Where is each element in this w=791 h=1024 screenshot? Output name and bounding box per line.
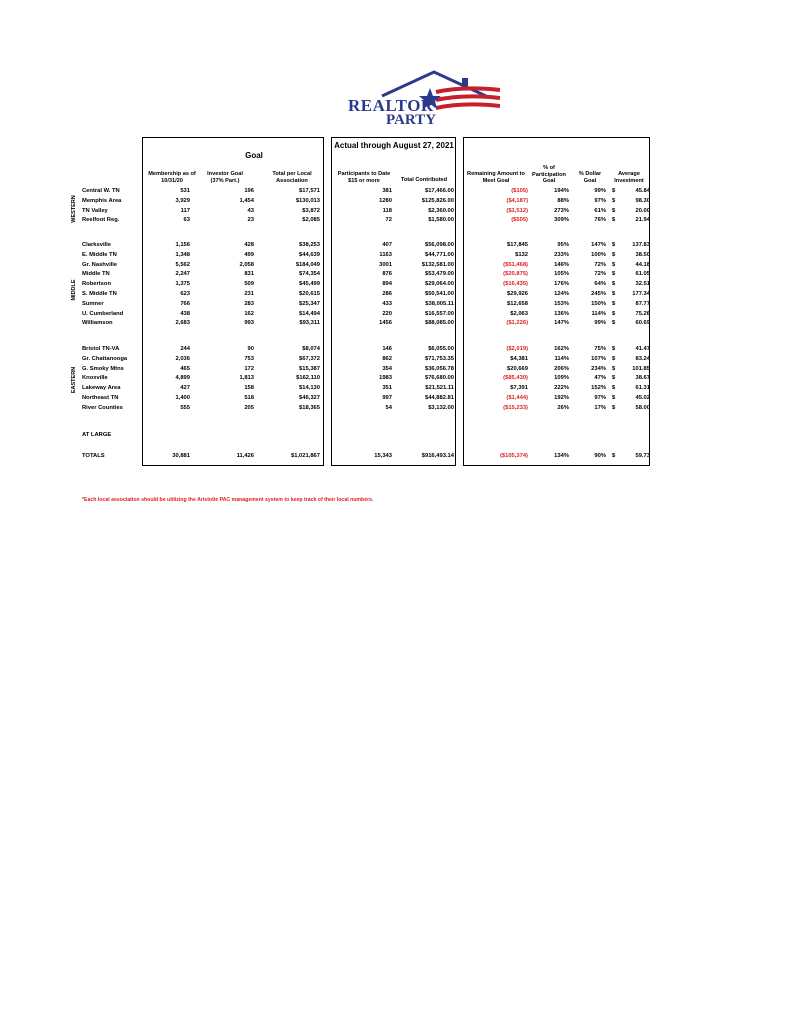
row-membership: 4,899	[175, 375, 190, 382]
row-participants: 894	[382, 281, 392, 288]
row-total: $20,615	[299, 291, 320, 297]
header-participants: Participants to Date $15 or more	[337, 171, 391, 184]
row-total: $3,872	[302, 207, 320, 214]
row-contributed: $53,479.00	[424, 271, 454, 278]
row-currency: $	[612, 365, 616, 372]
row-total: $8,074	[302, 346, 320, 352]
row-part: 88%	[557, 197, 569, 204]
row-contributed: $76,680.00	[424, 375, 454, 382]
row-contributed: $50,541.00	[424, 291, 454, 297]
row-name: S. Middle TN	[82, 291, 117, 297]
row-goal: 158	[244, 385, 254, 392]
row-total: $184,049	[295, 261, 320, 268]
row-currency: $	[612, 217, 616, 224]
row-avg: 60.69	[635, 320, 650, 327]
header-investor-goal: Investor Goal (37% Part.)	[207, 171, 243, 184]
row-name: U. Cumberland	[82, 310, 124, 317]
row-participants: 146	[382, 346, 392, 352]
row-goal: 1,454	[239, 197, 254, 204]
row-total: $45,499	[299, 281, 320, 288]
row-goal: 993	[244, 320, 254, 327]
row-currency: $	[612, 346, 616, 352]
row-name: E. Middle TN	[82, 251, 117, 258]
row-currency: $	[612, 281, 616, 288]
row-contributed: $125,826.00	[421, 197, 454, 204]
realtor-party-logo	[344, 68, 504, 130]
row-currency: $	[612, 242, 616, 248]
row-contributed: $6,055.00	[428, 346, 454, 352]
row-goal: 196	[244, 188, 254, 194]
row-total: $17,571	[299, 188, 320, 194]
row-avg: 177.34	[632, 291, 650, 297]
row-goal: 1,813	[239, 375, 254, 382]
totals-dollar: 90%	[594, 453, 606, 459]
row-participants: 862	[382, 355, 392, 362]
row-membership: 1,375	[175, 281, 190, 288]
row-participants: 381	[382, 188, 392, 194]
row-part: 136%	[554, 310, 569, 317]
row-total: $46,327	[299, 395, 320, 401]
row-part: 153%	[554, 300, 569, 307]
row-dollar: 72%	[594, 261, 606, 268]
row-part: 233%	[554, 251, 569, 258]
row-avg: 75.26	[635, 310, 650, 317]
row-remaining: ($105)	[511, 188, 528, 194]
header-total-per-local: Total per Local Association	[272, 171, 312, 184]
row-contributed: $17,466.00	[424, 188, 454, 194]
row-membership: 1,348	[175, 251, 190, 258]
row-part: 146%	[554, 261, 569, 268]
row-contributed: $21,521.11	[425, 385, 454, 392]
row-participants: 997	[382, 395, 392, 401]
row-dollar: 152%	[591, 385, 606, 392]
row-currency: $	[612, 261, 616, 268]
row-avg: 45.84	[635, 188, 650, 194]
row-contributed: $71,753.35	[424, 355, 454, 362]
row-avg: 137.83	[632, 242, 650, 248]
row-remaining: ($505)	[511, 217, 528, 224]
row-part: 105%	[554, 271, 569, 278]
row-contributed: $3,132.00	[428, 404, 454, 411]
row-remaining: $2,063	[510, 310, 528, 317]
row-membership: 2,036	[175, 355, 190, 362]
row-participants: 72	[385, 217, 392, 224]
row-avg: 61.31	[635, 385, 650, 392]
row-avg: 44.18	[635, 261, 650, 268]
row-part: 26%	[557, 404, 569, 411]
row-goal: 172	[244, 365, 254, 372]
row-remaining: ($20,875)	[503, 271, 528, 278]
row-avg: 45.02	[635, 395, 650, 401]
row-part: 162%	[554, 346, 569, 352]
row-total: $14,494	[299, 310, 320, 317]
row-name: Gr. Chattanooga	[82, 355, 128, 362]
row-contributed: $88,085.00	[424, 320, 454, 327]
logo-text-party: PARTY	[386, 112, 437, 128]
totals-avg: 59.73	[635, 453, 650, 459]
row-dollar: 97%	[594, 395, 606, 401]
row-currency: $	[612, 404, 616, 411]
totals-part: 134%	[554, 453, 569, 459]
row-dollar: 72%	[594, 271, 606, 278]
row-remaining: $20,669	[507, 365, 528, 372]
row-membership: 531	[180, 188, 190, 194]
row-remaining: ($15,233)	[503, 404, 528, 411]
row-currency: $	[612, 188, 616, 194]
row-total: $130,013	[295, 197, 320, 204]
row-currency: $	[612, 385, 616, 392]
row-goal: 205	[244, 404, 254, 411]
logo-text-realtor: REALTOR	[348, 96, 434, 115]
row-name: Reelfoot Reg.	[82, 217, 120, 224]
totals-goal: 11,426	[236, 453, 254, 459]
row-goal: 831	[244, 271, 254, 278]
row-currency: $	[612, 320, 616, 327]
row-total: $2,085	[302, 217, 320, 224]
header-pct-dollar: % Dollar Goal	[578, 171, 602, 184]
row-dollar: 245%	[591, 291, 606, 297]
region-label-middle: MIDDLE	[71, 279, 77, 301]
row-membership: 438	[180, 310, 190, 317]
row-dollar: 64%	[594, 281, 606, 288]
row-participants: 1456	[379, 320, 392, 327]
row-part: 192%	[554, 395, 569, 401]
row-name: Robertson	[82, 281, 111, 288]
row-dollar: 107%	[591, 355, 606, 362]
row-name: Clarksville	[82, 242, 112, 248]
row-name: G. Smoky Mtns	[82, 365, 124, 372]
row-total: $67,372	[299, 355, 320, 362]
row-participants: 876	[382, 271, 392, 278]
row-remaining: $17,845	[507, 242, 528, 248]
row-name: Middle TN	[82, 271, 110, 278]
row-dollar: 97%	[594, 197, 606, 204]
region-label-western: WESTERN	[71, 195, 77, 223]
row-remaining: ($1,512)	[506, 207, 528, 214]
row-currency: $	[612, 375, 616, 382]
row-contributed: $2,360.00	[428, 207, 454, 214]
row-remaining: ($4,187)	[506, 197, 528, 204]
row-dollar: 99%	[594, 188, 606, 194]
region-label-eastern: EASTERN	[71, 366, 77, 394]
row-membership: 117	[180, 207, 190, 214]
row-part: 109%	[554, 375, 569, 382]
row-membership: 465	[180, 365, 190, 372]
row-membership: 427	[180, 385, 190, 392]
row-total: $74,354	[299, 271, 320, 278]
row-membership: 555	[180, 404, 190, 411]
row-goal: 499	[244, 251, 254, 258]
row-dollar: 75%	[594, 346, 606, 352]
row-participants: 407	[382, 242, 392, 248]
row-name: Bristol TN-VA	[82, 346, 120, 352]
row-goal: 2,058	[239, 261, 254, 268]
header-total-contributed: Total Contributed	[400, 177, 448, 183]
row-goal: 43	[247, 207, 254, 214]
row-dollar: 76%	[594, 217, 606, 224]
row-total: $15,387	[299, 365, 320, 372]
row-participants: 351	[382, 385, 392, 392]
row-contributed: $1,580.00	[428, 217, 454, 224]
row-avg: 21.94	[635, 217, 650, 224]
row-goal: 428	[244, 242, 254, 248]
row-avg: 38.67	[635, 375, 650, 382]
row-name: Sumner	[82, 300, 104, 307]
row-name: Northeast TN	[82, 395, 119, 401]
row-membership: 3,929	[175, 197, 190, 204]
row-participants: 286	[382, 291, 392, 297]
totals-label: TOTALS	[82, 453, 105, 459]
row-contributed: $44,771.00	[424, 251, 454, 258]
row-total: $38,253	[299, 242, 320, 248]
row-part: 147%	[554, 320, 569, 327]
row-avg: 32.51	[635, 281, 650, 288]
row-total: $93,311	[299, 320, 320, 327]
row-goal: 753	[244, 355, 254, 362]
row-goal: 283	[244, 300, 254, 307]
row-name: Williamson	[82, 320, 113, 327]
row-avg: 101.85	[632, 365, 650, 372]
row-avg: 83.24	[635, 355, 650, 362]
row-currency: $	[612, 395, 616, 401]
at-large-label: AT LARGE	[82, 432, 112, 438]
row-participants: 220	[382, 310, 392, 317]
row-remaining: $29,926	[507, 291, 528, 297]
row-avg: 38.50	[635, 251, 650, 258]
row-avg: 98.30	[635, 197, 650, 204]
row-membership: 1,400	[175, 395, 190, 401]
totals-total: $1,021,867	[290, 453, 320, 459]
row-currency: $	[612, 197, 616, 204]
row-membership: 766	[180, 300, 190, 307]
row-total: $162,110	[296, 375, 320, 382]
goal-section-title: Goal	[245, 151, 263, 160]
row-total: $18,365	[299, 404, 320, 411]
row-contributed: $44,882.81	[424, 395, 454, 401]
row-participants: 3001	[379, 261, 392, 268]
row-part: 194%	[554, 188, 569, 194]
row-dollar: 150%	[591, 300, 606, 307]
row-participants: 1983	[379, 375, 392, 382]
row-name: Gr. Nashville	[82, 261, 118, 268]
row-part: 114%	[554, 355, 569, 362]
row-goal: 23	[247, 217, 254, 224]
header-pct-participation: % of Participation Goal	[532, 165, 566, 184]
row-part: 95%	[557, 242, 569, 248]
row-currency: $	[612, 271, 616, 278]
totals-contributed: $916,493.14	[421, 453, 454, 459]
header-avg-investment: Average Investment	[614, 171, 644, 184]
row-currency: $	[612, 355, 616, 362]
row-currency: $	[612, 251, 616, 258]
header-membership: Membership as of 10/31/20	[148, 171, 196, 184]
row-part: 222%	[554, 385, 569, 392]
row-goal: 162	[244, 310, 254, 317]
row-remaining: ($2,019)	[506, 346, 528, 352]
row-contributed: $29,064.00	[424, 281, 454, 288]
row-dollar: 47%	[594, 375, 606, 382]
row-dollar: 61%	[594, 207, 606, 214]
row-name: Knoxville	[82, 375, 108, 382]
row-membership: 63	[183, 217, 190, 224]
row-currency: $	[612, 207, 616, 214]
row-membership: 2,683	[175, 320, 190, 327]
row-dollar: 234%	[591, 365, 606, 372]
row-remaining: ($1,444)	[506, 395, 528, 401]
row-goal: 509	[244, 281, 254, 288]
row-participants: 354	[382, 365, 392, 372]
row-name: Central W. TN	[82, 188, 120, 194]
row-dollar: 100%	[591, 251, 606, 258]
row-avg: 41.47	[635, 346, 650, 352]
row-goal: 90	[247, 346, 254, 352]
footnote: *Each local association should be utilizing the Aristotle PAC management system to keep track of their local numbers.	[82, 497, 374, 503]
row-membership: 623	[180, 291, 190, 297]
totals-membership: 30,881	[172, 453, 190, 459]
totals-remaining: ($105,374)	[499, 453, 528, 459]
row-avg: 61.05	[635, 271, 650, 278]
row-remaining: ($85,430)	[503, 375, 528, 382]
row-currency: $	[612, 291, 616, 297]
row-currency: $	[612, 300, 616, 307]
row-participants: 1280	[379, 197, 392, 204]
row-currency: $	[612, 310, 616, 317]
row-participants: 54	[385, 404, 392, 411]
row-part: 176%	[554, 281, 569, 288]
row-membership: 244	[180, 346, 190, 352]
row-avg: 58.00	[635, 404, 650, 411]
row-participants: 1163	[379, 251, 392, 258]
row-dollar: 114%	[591, 310, 606, 317]
row-contributed: $16,557.00	[424, 310, 454, 317]
row-avg: 20.00	[635, 207, 650, 214]
row-remaining: ($1,226)	[506, 320, 528, 327]
row-name: TN Valley	[82, 207, 108, 214]
row-avg: 87.77	[635, 300, 650, 307]
row-part: 273%	[554, 207, 569, 214]
row-name: Memphis Area	[82, 197, 122, 204]
row-dollar: 99%	[594, 320, 606, 327]
row-participants: 118	[382, 207, 392, 214]
row-goal: 518	[244, 395, 254, 401]
row-contributed: $36,056.78	[424, 365, 454, 372]
row-total: $44,639	[299, 251, 320, 258]
totals-participants: 15,343	[374, 453, 392, 459]
row-total: $25,347	[299, 300, 320, 307]
row-remaining: ($51,468)	[503, 261, 528, 268]
row-contributed: $56,098.00	[424, 242, 454, 248]
row-remaining: $132	[515, 251, 528, 258]
actual-section-title: Actual through August 27, 2021	[334, 141, 454, 150]
row-dollar: 147%	[591, 242, 606, 248]
row-part: 124%	[554, 291, 569, 297]
row-participants: 433	[382, 300, 392, 307]
row-total: $14,130	[299, 385, 320, 392]
row-part: 309%	[554, 217, 569, 224]
row-remaining: $4,381	[510, 355, 528, 362]
row-remaining: ($16,435)	[503, 281, 528, 288]
row-part: 206%	[554, 365, 569, 372]
row-dollar: 17%	[594, 404, 606, 411]
row-name: River Counties	[82, 404, 123, 411]
row-contributed: $132,581.00	[421, 261, 454, 268]
row-membership: 5,562	[175, 261, 190, 268]
row-remaining: $7,391	[510, 385, 528, 392]
row-contributed: $38,005.11	[425, 300, 454, 307]
row-name: Lakeway Area	[82, 385, 121, 392]
row-remaining: $12,658	[507, 300, 528, 307]
row-goal: 231	[244, 291, 254, 297]
header-remaining: Remaining Amount to Meet Goal	[467, 171, 525, 184]
totals-currency: $	[612, 453, 616, 459]
row-membership: 2,247	[175, 271, 190, 278]
row-membership: 1,156	[175, 242, 190, 248]
